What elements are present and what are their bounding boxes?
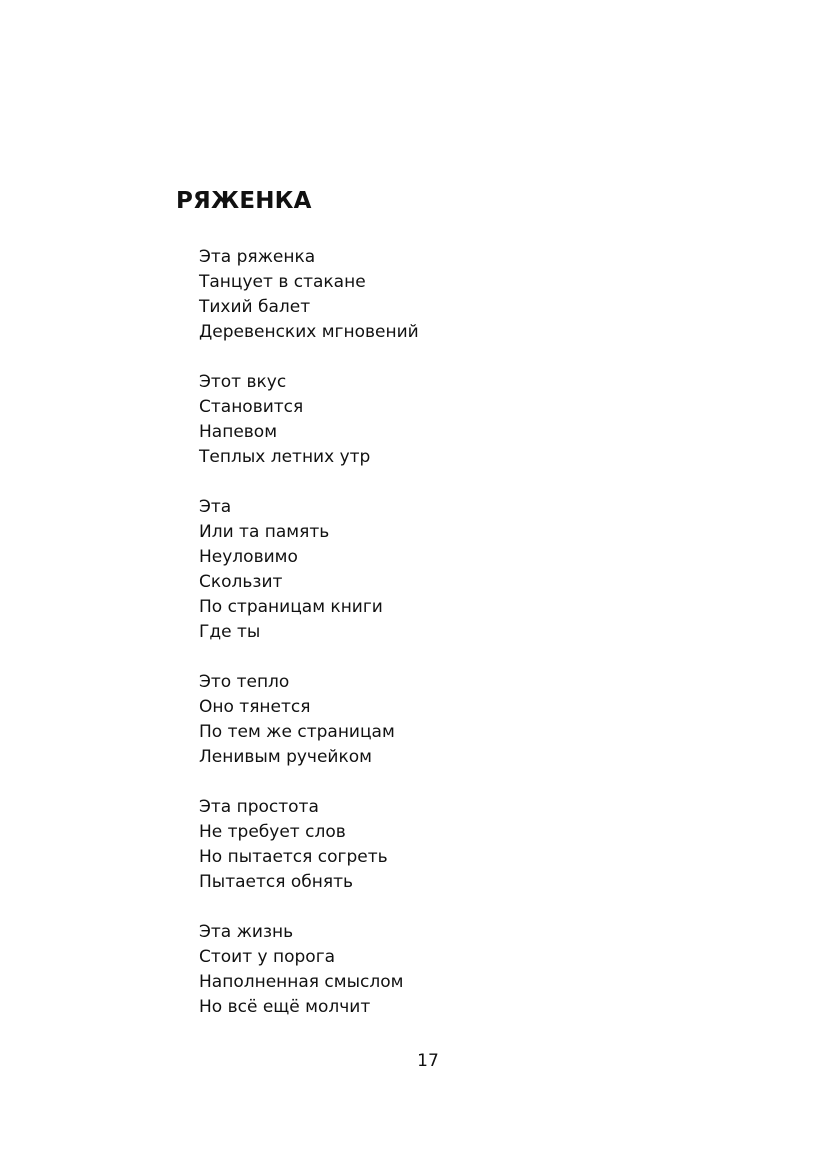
poem-line: Этот вкус: [199, 372, 287, 392]
poem-line: Тихий балет: [199, 297, 311, 317]
poem-line: Эта жизнь: [199, 922, 294, 942]
stanza-4: [199, 670, 679, 770]
poem-line: По тем же страницам: [199, 722, 395, 742]
stanza-2: [199, 370, 679, 470]
poem-line: Оно тянется: [199, 697, 311, 717]
poem-line: Эта простота: [199, 797, 319, 817]
poem-line: Скользит: [199, 572, 283, 592]
poem-line: Деревенских мгновений: [199, 322, 419, 342]
poem-line: Становится: [199, 397, 304, 417]
poem-title: РЯЖЕНКА: [176, 188, 312, 214]
poem-line: Не требует слов: [199, 822, 346, 842]
poem-line: Эта ряженка: [199, 247, 316, 267]
page-number: 17: [417, 1051, 439, 1071]
poem-line: Стоит у порога: [199, 947, 336, 967]
poem-line: Но пытается согреть: [199, 847, 388, 867]
poem-line: Напевом: [199, 422, 278, 442]
poem-line: Неуловимо: [199, 547, 298, 567]
poem-line: Ленивым ручейком: [199, 747, 372, 767]
stanza-1: [199, 245, 679, 345]
stanza-6: [199, 920, 679, 1020]
poem-line: Где ты: [199, 622, 261, 642]
stanza-5: [199, 795, 679, 895]
poem-body: [199, 245, 679, 1045]
stanza-3: [199, 495, 679, 645]
poem-line: Это тепло: [199, 672, 290, 692]
poem-line: Танцует в стакане: [199, 272, 366, 292]
poem-line: Наполненная смыслом: [199, 972, 404, 992]
poem-line: Пытается обнять: [199, 872, 354, 892]
poem-line: По страницам книги: [199, 597, 383, 617]
poem-line: Или та память: [199, 522, 330, 542]
poem-line: Но всё ещё молчит: [199, 997, 371, 1017]
poem-line: Эта: [199, 497, 232, 517]
poem-line: Теплых летних утр: [199, 447, 371, 467]
